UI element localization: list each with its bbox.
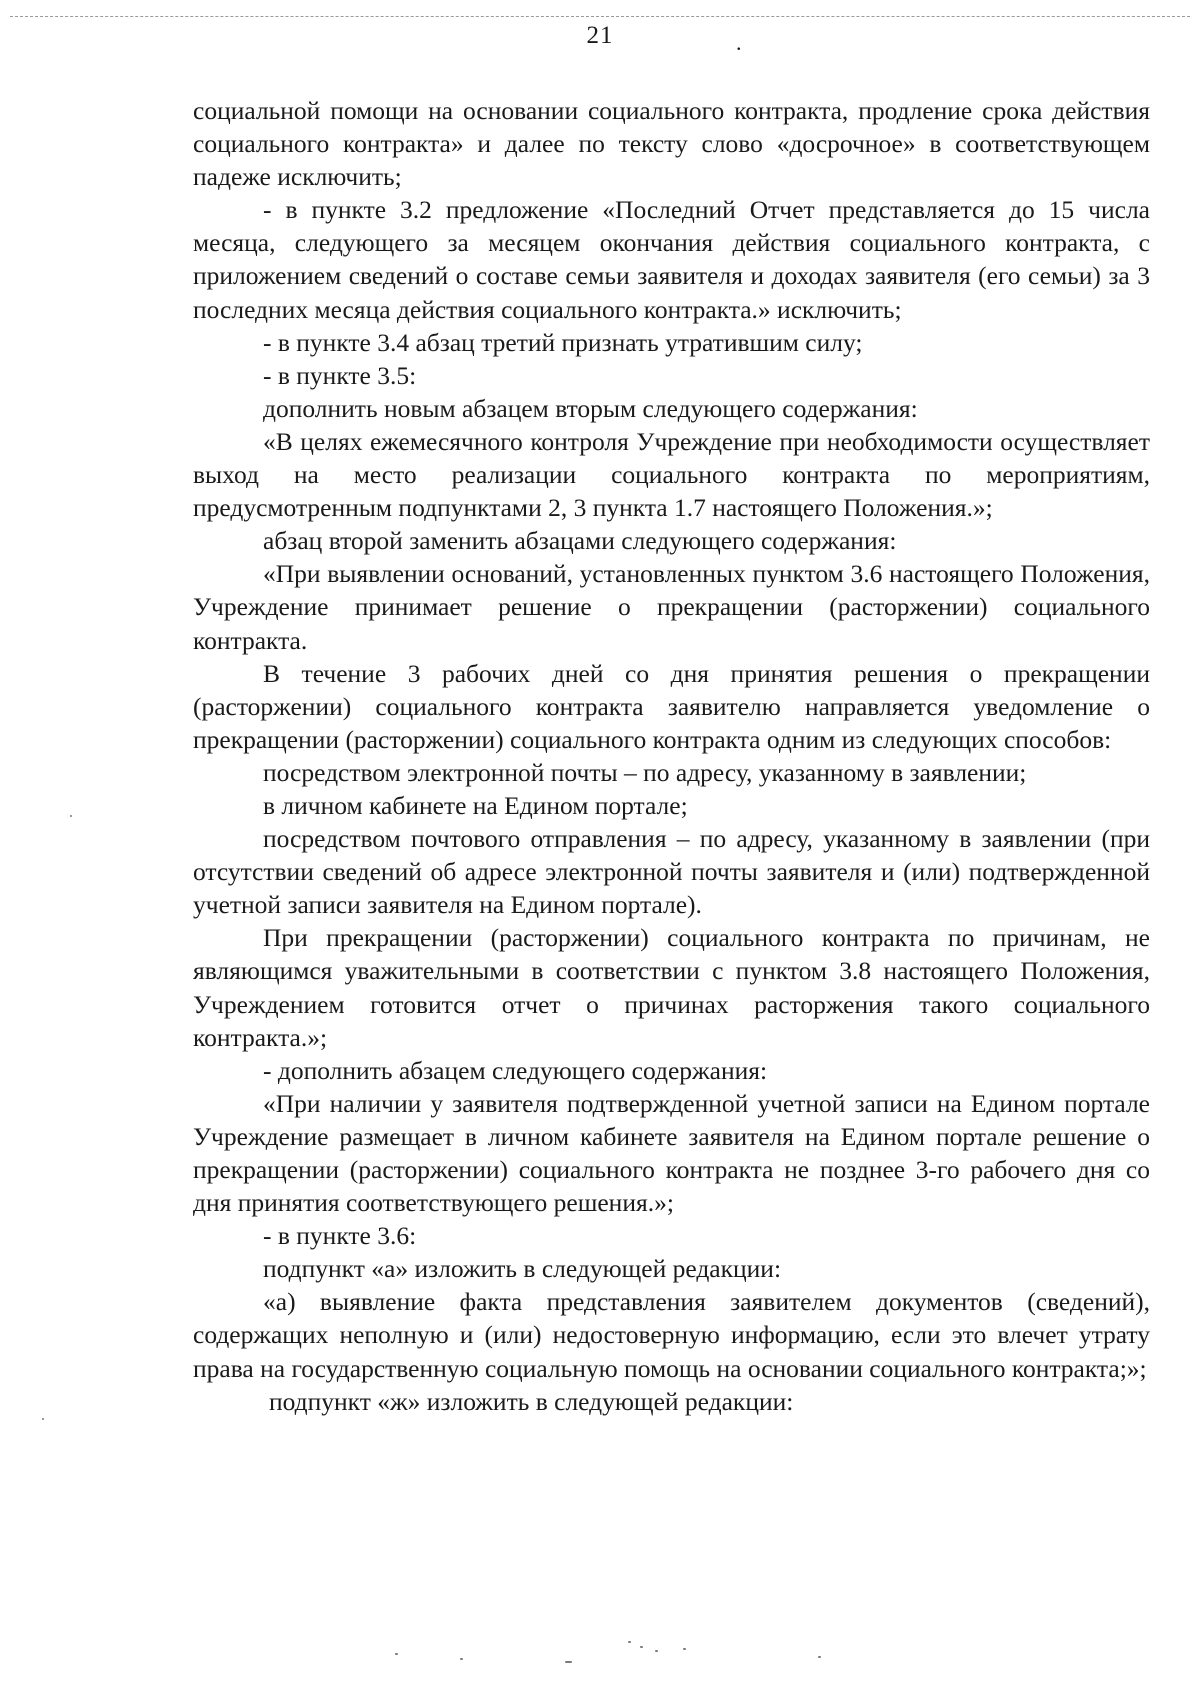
paragraph-replace-second: абзац второй заменить абзацами следующего содержания: (263, 526, 897, 556)
paragraph-portal: в личном кабинете на Едином портале; (263, 790, 688, 820)
paragraph-notification: В течение 3 рабочих дней со дня принятия решения о прекращении (расторжении) социального контракта заявителю направляется уведомление о прекращении (расторжении) социального контракта одним из следующих способов: (193, 658, 1150, 754)
page-number: 21 (586, 22, 614, 49)
scan-speck (565, 1661, 572, 1663)
scan-speck (70, 815, 72, 817)
paragraph-item-3-6: - в пункте 3.6: (263, 1221, 417, 1251)
scan-speck (655, 1650, 658, 1652)
scan-speck (640, 1646, 643, 1648)
paragraph-subitem-a-text: «а) выявление факта представления заявителем документов (сведений), содержащих неполную и (или) недостоверную информацию, если это влечет утрату права на государственную социальную помощь на основании социального контракта;»; (193, 1287, 1150, 1383)
paragraph-monthly-control: «В целях ежемесячного контроля Учреждение при необходимости осуществляет выход на место реализации социального контракта по мероприятиям, предусмотренным подпунктами 2, 3 пункта 1.7 настоящего Положения.»; (193, 426, 1150, 523)
paragraph-item-3-2: - в пункте 3.2 предложение «Последний Отчет представляется до 15 числа месяца, следующего за месяцем окончания действия социального контракта, с приложением сведений о составе семьи заявителя и доходах заявителя (его семьи) за 3 последних месяца действия социального контракта.» исключить; (193, 195, 1150, 324)
scan-speck (818, 1656, 821, 1658)
paragraph-email: посредством электронной почты – по адресу, указанному в заявлении; (263, 757, 1027, 787)
paragraph-postal: посредством почтового отправления – по адресу, указанному в заявлении (при отсутствии сведений об адресе электронной почты заявителя и (или) подтвержденной учетной записи заявителя на Едином портале). (193, 824, 1150, 920)
scan-speck (395, 1653, 398, 1655)
paragraph-item-3-5: - в пункте 3.5: (263, 360, 417, 390)
paragraph-subitem-zh: подпункт «ж» изложить в следующей редакции: (269, 1386, 794, 1416)
scan-speck (628, 1641, 631, 1643)
paragraph-report: При прекращении (расторжении) социального контракта по причинам, не являющимся уважительными в соответствии с пунктом 3.8 настоящего Положения, Учреждением готовится отчет о причинах расторжения такого социального контракта.»; (193, 923, 1150, 1052)
paragraph-continuation: социальной помощи на основании социального контракта, продление срока действия социального контракта» и далее по тексту слово «досрочное» в соответствующем падеже исключить; (193, 96, 1150, 192)
scan-speck (460, 1658, 463, 1660)
paragraph-add-second: дополнить новым абзацем вторым следующего содержания: (263, 393, 918, 423)
paragraph-add-abzac: - дополнить абзацем следующего содержания: (263, 1055, 768, 1085)
paragraph-subitem-a: подпункт «а» изложить в следующей редакции: (263, 1254, 782, 1284)
document-body (193, 94, 1150, 1418)
scan-speck (683, 1648, 686, 1650)
paragraph-portal-decision: «При наличии у заявителя подтвержденной учетной записи на Едином портале Учреждение размещает в личном кабинете заявителя на Едином портале решение о прекращении (расторжении) социального контракта не позднее 3-го рабочего дня со дня принятия соответствующего решения.»; (193, 1088, 1150, 1218)
page-number-mark: . (736, 30, 742, 55)
top-scan-rule (10, 16, 1190, 17)
scan-speck (42, 1418, 44, 1420)
paragraph-item-3-4: - в пункте 3.4 абзац третий признать утратившим силу; (263, 327, 863, 357)
paragraph-grounds: «При выявлении оснований, установленных пунктом 3.6 настоящего Положения, Учреждение принимает решение о прекращении (расторжении) социального контракта. (193, 559, 1150, 655)
